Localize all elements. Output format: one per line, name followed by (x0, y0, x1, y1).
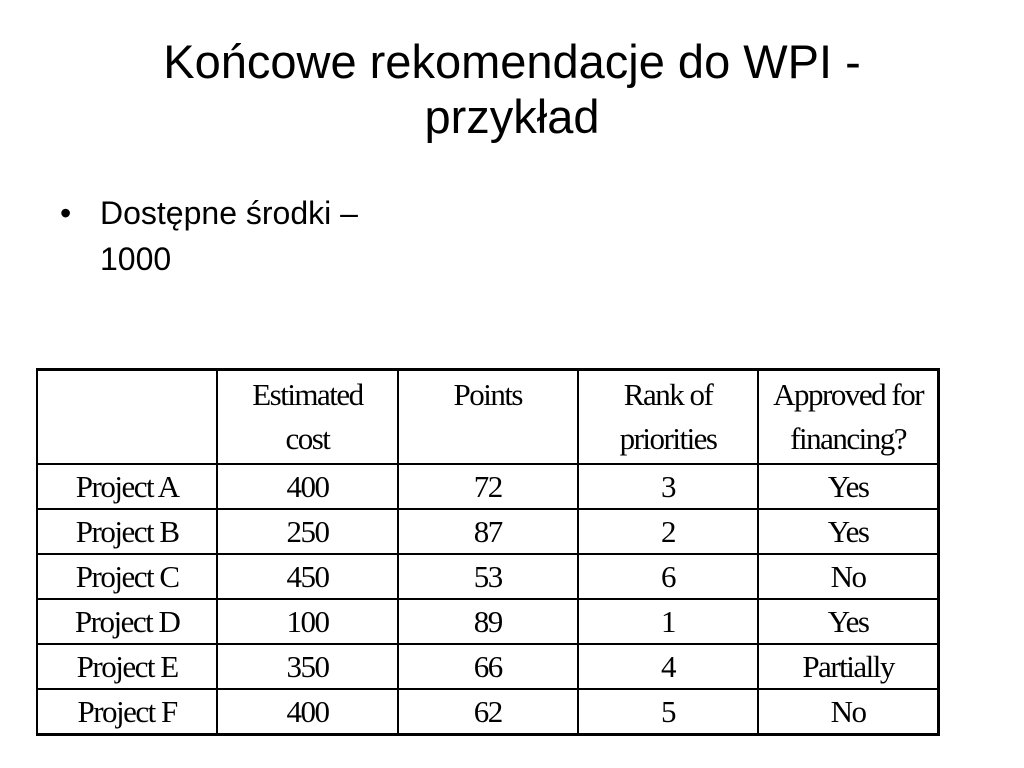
cell-approved: Yes (758, 599, 938, 644)
table-row (37, 689, 939, 735)
cell-points: 62 (398, 689, 578, 735)
cell-cost: 250 (217, 509, 397, 554)
cell-cost: 100 (217, 599, 397, 644)
header-estimated-cost-line-2: cost (285, 421, 330, 456)
cell-points: 53 (398, 554, 578, 599)
table-row (37, 644, 939, 689)
bullet-text-line-1: Dostępne środki – (100, 195, 358, 231)
header-approved-for-financing (758, 370, 938, 465)
cell-rank: 6 (578, 554, 758, 599)
header-rank-of-priorities (578, 370, 758, 465)
cell-project: Project E (37, 644, 217, 689)
cell-cost: 350 (217, 644, 397, 689)
cell-rank: 5 (578, 689, 758, 735)
projects-table (36, 368, 940, 736)
header-approved-line-1: Approved for (773, 377, 924, 412)
bullet-text-line-2: 1000 (100, 241, 172, 277)
header-points (398, 370, 578, 465)
table-row (37, 464, 939, 509)
slide-title (40, 34, 984, 144)
cell-approved: Partially (758, 644, 938, 689)
header-points-line-1: Points (453, 377, 522, 412)
header-estimated-cost (217, 370, 397, 465)
table-row (37, 554, 939, 599)
cell-project: Project B (37, 509, 217, 554)
cell-points: 87 (398, 509, 578, 554)
header-estimated-cost-line-1: Estimated (252, 377, 363, 412)
cell-rank: 4 (578, 644, 758, 689)
cell-cost: 450 (217, 554, 397, 599)
slide-title-line-2: przykład (424, 90, 600, 143)
cell-rank: 3 (578, 464, 758, 509)
cell-rank: 2 (578, 509, 758, 554)
cell-project: Project A (37, 464, 217, 509)
cell-points: 89 (398, 599, 578, 644)
cell-approved: No (758, 554, 938, 599)
bullet-list (58, 190, 478, 282)
cell-cost: 400 (217, 689, 397, 735)
table-row (37, 509, 939, 554)
slide-title-line-1: Końcowe rekomendacje do WPI - (163, 35, 861, 88)
header-approved-line-2: financing? (790, 421, 906, 456)
header-rank-line-1: Rank of (623, 377, 713, 412)
header-rank-line-2: priorities (619, 421, 717, 456)
cell-project: Project C (37, 554, 217, 599)
cell-approved: Yes (758, 509, 938, 554)
table-row (37, 599, 939, 644)
cell-cost: 400 (217, 464, 397, 509)
cell-points: 66 (398, 644, 578, 689)
table-header-row (37, 370, 939, 465)
bullet-dot-icon: • (60, 195, 72, 231)
header-empty-corner (37, 370, 217, 465)
cell-rank: 1 (578, 599, 758, 644)
bullet-item-available-funds (58, 190, 478, 282)
cell-approved: Yes (758, 464, 938, 509)
cell-project: Project F (37, 689, 217, 735)
cell-points: 72 (398, 464, 578, 509)
cell-project: Project D (37, 599, 217, 644)
cell-approved: No (758, 689, 938, 735)
